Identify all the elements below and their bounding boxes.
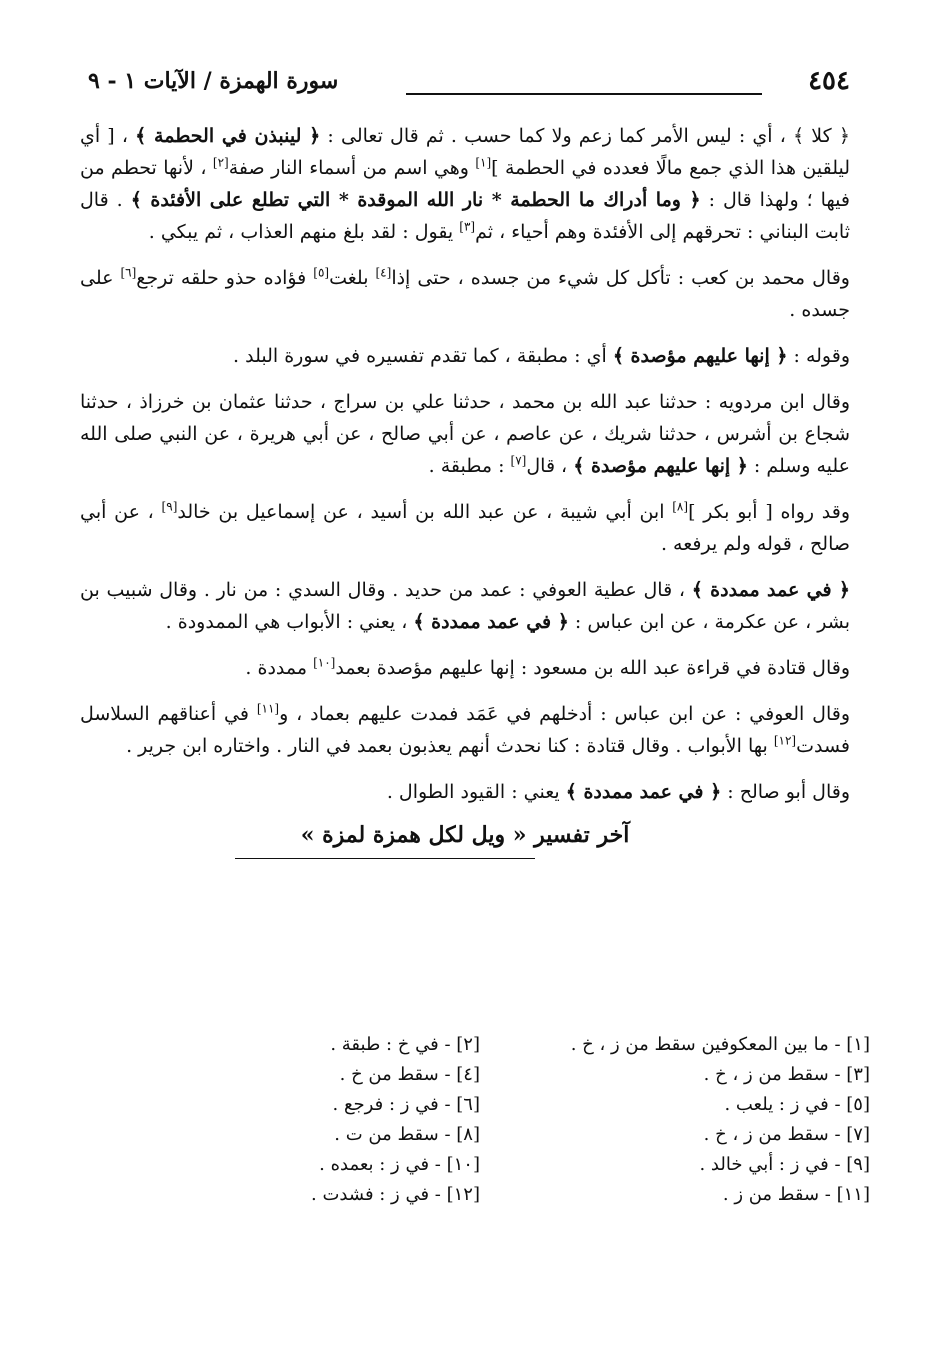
page-number: ٤٥٤ — [808, 66, 850, 96]
footnotes — [90, 1030, 870, 1210]
footnote: [٣] - سقط من ز ، خ . — [703, 1064, 870, 1085]
footnote: [٢] - في خ : طبقة . — [330, 1034, 480, 1055]
paragraph-3: وقوله : ﴿ إنها عليهم مؤصدة ﴾ أي : مطبقة ، كما تقدم تفسيره في سورة البلد . — [233, 345, 850, 367]
footnote: [١٠] - في ز : بعمده . — [319, 1154, 480, 1175]
paragraph-2: وقال محمد بن كعب : تأكل كل شيء من جسده ، حتى إذا[٤] بلغت[٥] فؤاده حذو حلقه ترجع[٦] على جسده . — [80, 265, 850, 321]
paragraph-6: ﴿ في عمد ممددة ﴾ ، قال عطية العوفي : عمد من حديد . وقال السدي : من نار . وقال شبيب بن بشر ، عن عكرمة ، عن ابن عباس : ﴿ في عمد ممددة ﴾ ، يعني : الأبواب هي الممدودة . — [80, 579, 850, 633]
running-title: سورة الهمزة / الآيات ١ - ٩ — [88, 68, 339, 94]
footnote: [٥] - في ز : يلعب . — [724, 1094, 870, 1115]
footnote: [٧] - سقط من ز ، خ . — [703, 1124, 870, 1145]
paragraph-5: وقد رواه [ أبو بكر ][٨] ابن أبي شيبة ، عن عبد الله بن أسيد ، عن إسماعيل بن خالد[٩] ، عن أبي صالح ، قوله ولم يرفعه . — [80, 499, 851, 555]
paragraph-8: وقال العوفي : عن ابن عباس : أدخلهم في عَمَد فمدت عليهم بعماد ، و[١١] في أعناقهم السلاسل فسدت[١٢] بها الأبواب . وقال قتادة : كنا نحدث أنهم يعذبون بعمد في النار . واختاره ابن جرير . — [80, 701, 850, 757]
footnote: [٦] - في ز : فرجع . — [332, 1094, 480, 1115]
page-body — [80, 120, 850, 859]
paragraph-4: وقال ابن مردويه : حدثنا عبد الله بن محمد ، حدثنا علي بن سراج ، حدثنا عثمان بن خرزاذ ، حدثنا شجاع بن أشرس ، حدثنا شريك ، عن عاصم ، عن أبي صالح ، عن أبي هريرة ، عن النبي صلى الله عليه وسلم : ﴿ إنها عليهم مؤصدة ﴾ ، قال[٧] : مطبقة . — [80, 391, 850, 477]
footnote: [١١] - سقط من ز . — [722, 1184, 870, 1205]
section-end-title: آخر تفسير « ويل لكل همزة لمزة » — [300, 822, 630, 848]
paragraph-9: وقال أبو صالح : ﴿ في عمد ممددة ﴾ يعني : القيود الطوال . — [386, 781, 850, 803]
footnote: [١٢] - في ز : فشدت . — [311, 1184, 480, 1205]
paragraph-7: وقال قتادة في قراءة عبد الله بن مسعود : إنها عليهم مؤصدة بعمد[١٠] ممددة . — [245, 655, 850, 679]
footnote-separator — [235, 858, 535, 859]
footnote: [٤] - سقط من خ . — [339, 1064, 480, 1085]
paragraph-1: ﴿ كلا ﴾ ، أي : ليس الأمر كما زعم ولا كما حسب . ثم قال تعالى : ﴿ لينبذن في الحطمة ﴾ ، [ أي ليلقين هذا الذي جمع مالًا فعدده في الحطمة ][١] وهي اسم من أسماء النار صفة[٢] ، لأنها تحطم من فيها ؛ ولهذا قال : ﴿ وما أدراك ما الحطمة * نار الله الموقدة * التي تطلع على الأفئدة ﴾ . قال ثابت البناني : تحرقهم إلى الأفئدة وهم أحياء ، ثم[٣] يقول : لقد بلغ منهم العذاب ، ثم يبكي . — [80, 125, 851, 243]
footnote: [٨] - سقط من ت . — [334, 1124, 480, 1145]
header-rule — [406, 93, 762, 95]
footnote: [١] - ما بين المعكوفين سقط من ز ، خ . — [570, 1034, 870, 1055]
footnote: [٩] - في ز : أبي خالد . — [699, 1154, 870, 1175]
page-header — [76, 66, 850, 106]
